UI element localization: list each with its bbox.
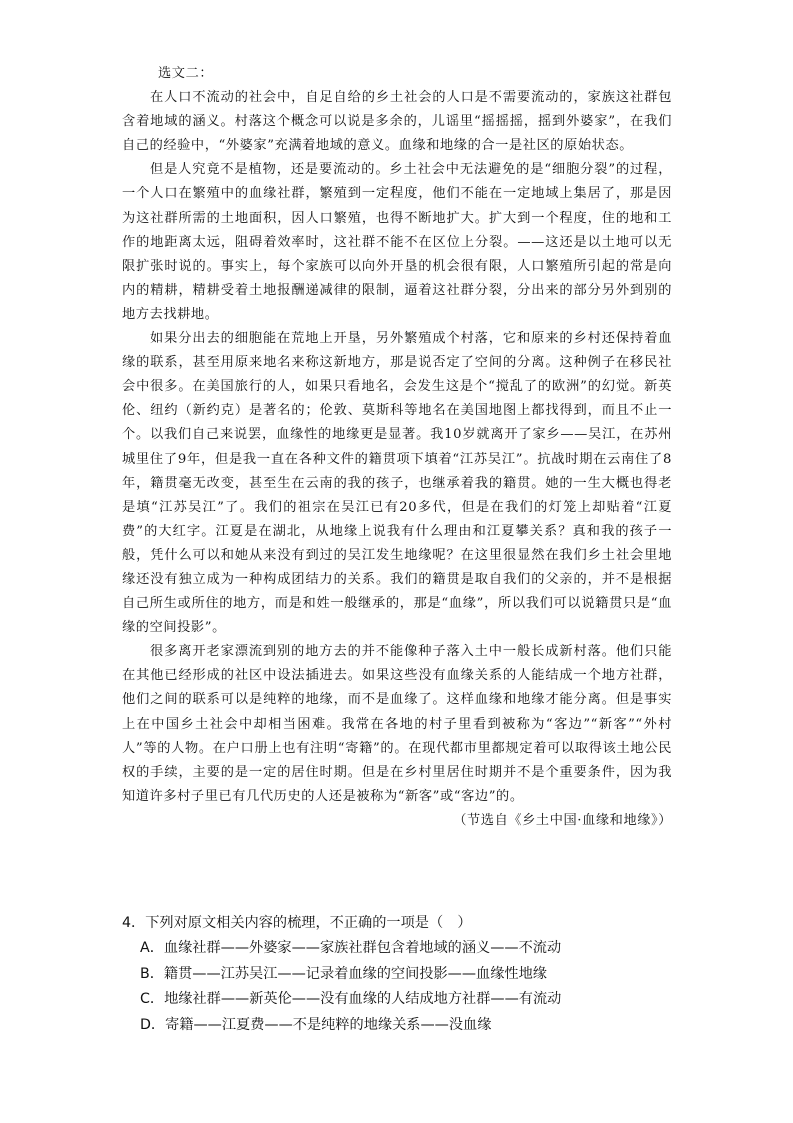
- question-stem: 4．下列对原文相关内容的梳理，不正确的一项是（ ）: [122, 915, 472, 931]
- passage-paragraph-3: 如果分出去的细胞能在荒地上开垦，另外繁殖成个村落，它和原来的乡村还保持着血缘的联系，甚至用原来地名来称这新地方，那是说否定了空间的分离。这种例子在移民社会中很多。在美国旅行的人，如果只看地名，会发生这是个“搅乱了的欧洲”的幻觉。新英伦、纽约（新约克）是著名的；伦敦、莫斯科等地名在美国地图上都找得到，而且不止一个。以我们自己来说罢，血缘性的地缘更是显著。我10岁就离开了家乡——吴江，在苏州城里住了9年，但是我一直在各种文件的籍贯项下填着“江苏吴江”。抗战时期在云南住了8年，籍贯毫无改变，甚至生在云南的我的孩子，也继承着我的籍贯。她的一生大概也得老是填“江苏吴江”了。我们的祖宗在吴江已有20多代，但是在我们的灯笼上却贴着“江夏费”的大红字。江夏是在湖北，从地缘上说我有什么理由和江夏攀关系？真和我的孩子一般，凭什么可以和她从来没有到过的吴江发生地缘呢？在这里很显然在我们乡土社会里地缘还没有独立成为一种构成团结力的关系。我们的籍贯是取自我们的父亲的，并不是根据自己所生或所住的地方，而是和姓一般继承的，那是“血缘”，所以我们可以说籍贯只是“血缘的空间投影”。: [122, 331, 672, 636]
- passage-paragraph-1: 在人口不流动的社会中，自足自给的乡土社会的人口是不需要流动的，家族这社群包含着地域的涵义。村落这个概念可以说是多余的，儿谣里“摇摇摇，摇到外婆家”，在我们自己的经验中，“外婆家”充满着地域的意义。血缘和地缘的合一是社区的原始状态。: [122, 90, 672, 154]
- passage-source: （节选自《乡土中国·血缘和地缘》）: [453, 812, 672, 828]
- reading-passage: [122, 62, 672, 833]
- passage-paragraph-4: 很多离开老家漂流到别的地方去的并不能像种子落入土中一般长成新村落。他们只能在其他已经形成的社区中设法插进去。如果这些没有血缘关系的人能结成一个地方社群，他们之间的联系可以是纯粹的地缘，而不是血缘了。这样血缘和地缘才能分离。但是事实上在中国乡土社会中却相当困难。我常在各地的村子里看到被称为“客边”“新客”“外村人”等的人物。在户口册上也有注明“寄籍”的。在现代都市里都规定着可以取得该土地公民权的手续，主要的是一定的居住时期。但是在乡村里居住时期并不是个重要条件，因为我知道许多村子里已有几代历史的人还是被称为“新客”或“客边”的。: [122, 644, 672, 804]
- passage-paragraph-2: 但是人究竟不是植物，还是要流动的。乡土社会中无法避免的是“细胞分裂”的过程，一个人口在繁殖中的血缘社群，繁殖到一定程度，他们不能在一定地域上集居了，那是因为这社群所需的土地面积，因人口繁殖，也得不断地扩大。扩大到一个程度，住的地和工作的地距离太远，阻碍着效率时，这社群不能不在区位上分裂。——这还是以土地可以无限扩张时说的。事实上，每个家族可以向外开垦的机会很有限，人口繁殖所引起的常是向内的精耕，精耕受着土地报酬递减律的限制，逼着这社群分裂，分出来的部分另外到别的地方去找耕地。: [122, 162, 672, 322]
- option-c[interactable]: C．地缘社群——新英伦——没有血缘的人结成地方社群——有流动: [140, 991, 562, 1008]
- option-d[interactable]: D．寄籍——江夏费——不是纯粹的地缘关系——没血缘: [140, 1016, 492, 1033]
- question-4: [122, 910, 682, 1038]
- passage-label: 选文二：: [158, 66, 214, 81]
- option-b[interactable]: B．籍贯——江苏吴江——记录着血缘的空间投影——血缘性地缘: [140, 965, 547, 982]
- option-a[interactable]: A．血缘社群——外婆家——家族社群包含着地域的涵义——不流动: [140, 940, 562, 956]
